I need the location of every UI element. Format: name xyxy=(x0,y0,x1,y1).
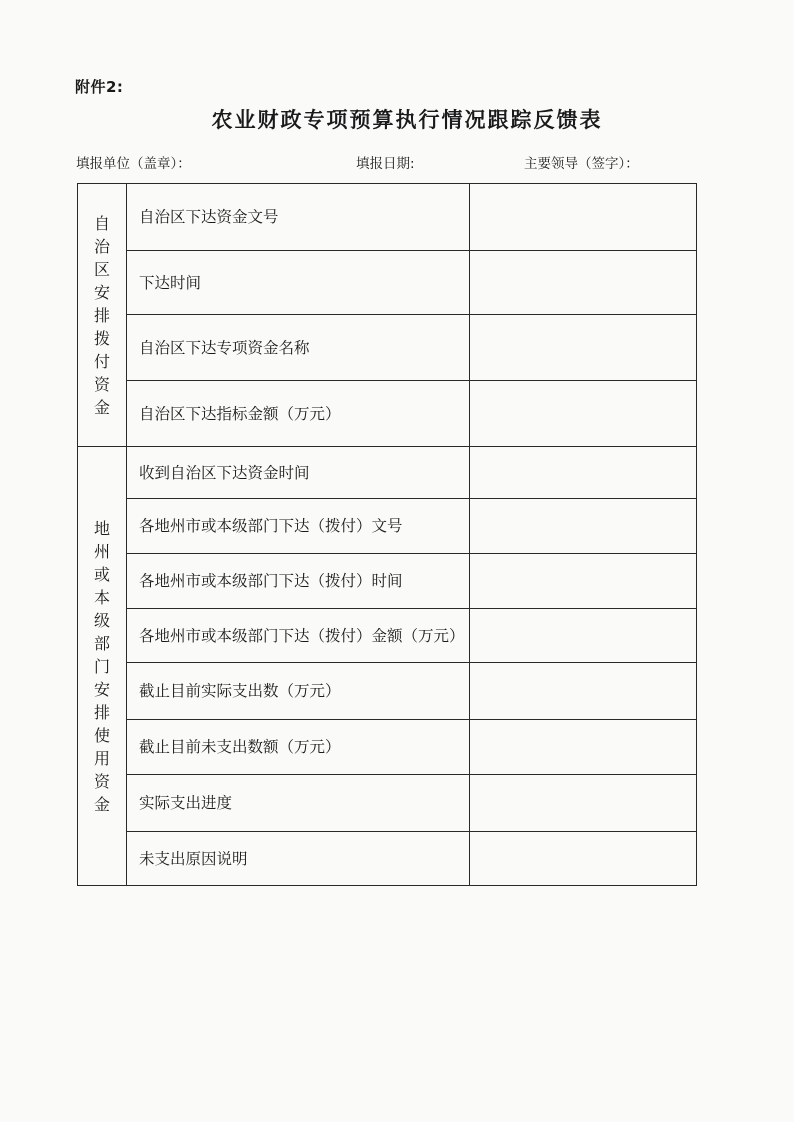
row-value-field[interactable] xyxy=(470,720,697,775)
table-row xyxy=(78,315,697,381)
table-row xyxy=(78,447,697,499)
row-label: 各地州市或本级部门下达（拨付）文号 xyxy=(127,499,470,554)
table-row xyxy=(78,720,697,775)
row-label: 实际支出进度 xyxy=(127,775,470,832)
section-heading-local-funds xyxy=(78,447,127,886)
table-row xyxy=(78,184,697,251)
attachment-label: 附件2: xyxy=(75,78,124,96)
row-value-field[interactable] xyxy=(470,315,697,381)
row-value-field[interactable] xyxy=(470,251,697,315)
row-label: 截止目前未支出数额（万元） xyxy=(127,720,470,775)
table-row xyxy=(78,832,697,886)
row-value-field[interactable] xyxy=(470,609,697,663)
fill-unit-label: 填报单位（盖章）： xyxy=(76,156,191,172)
section-heading-text: 地州或本级部门安排使用资金 xyxy=(93,518,110,814)
row-label: 自治区下达专项资金名称 xyxy=(127,315,470,381)
row-value-field[interactable] xyxy=(470,554,697,609)
table-row xyxy=(78,663,697,720)
feedback-table xyxy=(77,183,697,886)
row-label: 自治区下达资金文号 xyxy=(127,184,470,251)
row-label: 收到自治区下达资金时间 xyxy=(127,447,470,499)
table-row xyxy=(78,499,697,554)
table-row xyxy=(78,554,697,609)
table-row xyxy=(78,251,697,315)
row-label: 截止目前实际支出数（万元） xyxy=(127,663,470,720)
row-label: 未支出原因说明 xyxy=(127,832,470,886)
row-value-field[interactable] xyxy=(470,184,697,251)
row-label: 各地州市或本级部门下达（拨付）金额（万元） xyxy=(127,609,470,663)
form-title: 农业财政专项预算执行情况跟踪反馈表 xyxy=(211,107,603,132)
row-value-field[interactable] xyxy=(470,832,697,886)
fill-date-label: 填报日期: xyxy=(356,156,415,172)
row-value-field[interactable] xyxy=(470,447,697,499)
table-row xyxy=(78,381,697,447)
row-value-field[interactable] xyxy=(470,663,697,720)
section-heading-text: 自治区安排拨付资金 xyxy=(93,213,110,417)
row-label: 自治区下达指标金额（万元） xyxy=(127,381,470,447)
table-row xyxy=(78,609,697,663)
row-value-field[interactable] xyxy=(470,775,697,832)
table-row xyxy=(78,775,697,832)
section-heading-region-funds xyxy=(78,184,127,447)
row-value-field[interactable] xyxy=(470,381,697,447)
row-value-field[interactable] xyxy=(470,499,697,554)
fill-in-row xyxy=(0,152,794,172)
fill-leader-label: 主要领导（签字）： xyxy=(524,156,639,172)
row-label: 各地州市或本级部门下达（拨付）时间 xyxy=(127,554,470,609)
row-label: 下达时间 xyxy=(127,251,470,315)
